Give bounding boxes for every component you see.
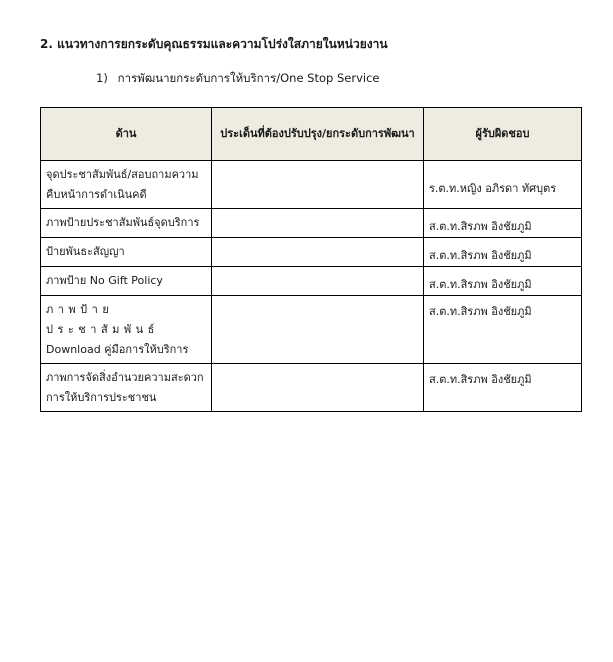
header-aspect: ด้าน xyxy=(41,108,212,161)
table-row xyxy=(41,364,582,412)
cell-aspect: ภาพป้ายประชาสัมพันธ์จุดบริการ xyxy=(41,209,212,238)
table-row xyxy=(41,238,582,267)
table-row xyxy=(41,209,582,238)
cell-aspect: ภาพป้าย No Gift Policy xyxy=(41,267,212,296)
cell-aspect: ภาพการจัดสิ่งอำนวยความสะดวกการให้บริการประชาชน xyxy=(41,364,212,412)
cell-issue xyxy=(212,238,424,267)
cell-issue xyxy=(212,296,424,364)
cell-aspect-line2: Download คู่มือการให้บริการ xyxy=(46,343,189,356)
sub-heading-number: 1) xyxy=(96,71,108,85)
cell-responsible: ส.ต.ท.สิรภพ อิงชัยภูมิ xyxy=(424,238,582,267)
cell-aspect: ป้ายพันธะสัญญา xyxy=(41,238,212,267)
cell-responsible: ส.ต.ท.สิรภพ อิงชัยภูมิ xyxy=(424,209,582,238)
header-responsible: ผู้รับผิดชอบ xyxy=(424,108,582,161)
cell-aspect: จุดประชาสัมพันธ์/สอบถามความคืบหน้าการดำเนินคดี xyxy=(41,161,212,209)
table-row xyxy=(41,267,582,296)
sub-heading xyxy=(96,70,379,88)
cell-issue xyxy=(212,161,424,209)
table-header-row xyxy=(41,108,582,161)
section-heading: 2. แนวทางการยกระดับคุณธรรมและความโปร่งใสภายในหน่วยงาน xyxy=(40,37,388,51)
cell-issue xyxy=(212,267,424,296)
sub-heading-text: การพัฒนายกระดับการให้บริการ/One Stop Service xyxy=(117,71,380,85)
header-issue: ประเด็นที่ต้องปรับปรุง/ยกระดับการพัฒนา xyxy=(212,108,424,161)
table-row xyxy=(41,296,582,364)
cell-responsible: ส.ต.ท.สิรภพ อิงชัยภูมิ xyxy=(424,364,582,412)
cell-responsible: ส.ต.ท.สิรภพ อิงชัยภูมิ xyxy=(424,296,582,364)
cell-aspect xyxy=(41,296,212,364)
table-row xyxy=(41,161,582,209)
cell-issue xyxy=(212,364,424,412)
cell-issue xyxy=(212,209,424,238)
cell-aspect-line1: ภาพป้ายประชาสัมพันธ์ xyxy=(46,303,159,336)
improvement-table xyxy=(40,107,582,412)
cell-responsible: ร.ต.ท.หญิง อภิรดา ทัศบุตร xyxy=(424,161,582,209)
cell-responsible: ส.ต.ท.สิรภพ อิงชัยภูมิ xyxy=(424,267,582,296)
